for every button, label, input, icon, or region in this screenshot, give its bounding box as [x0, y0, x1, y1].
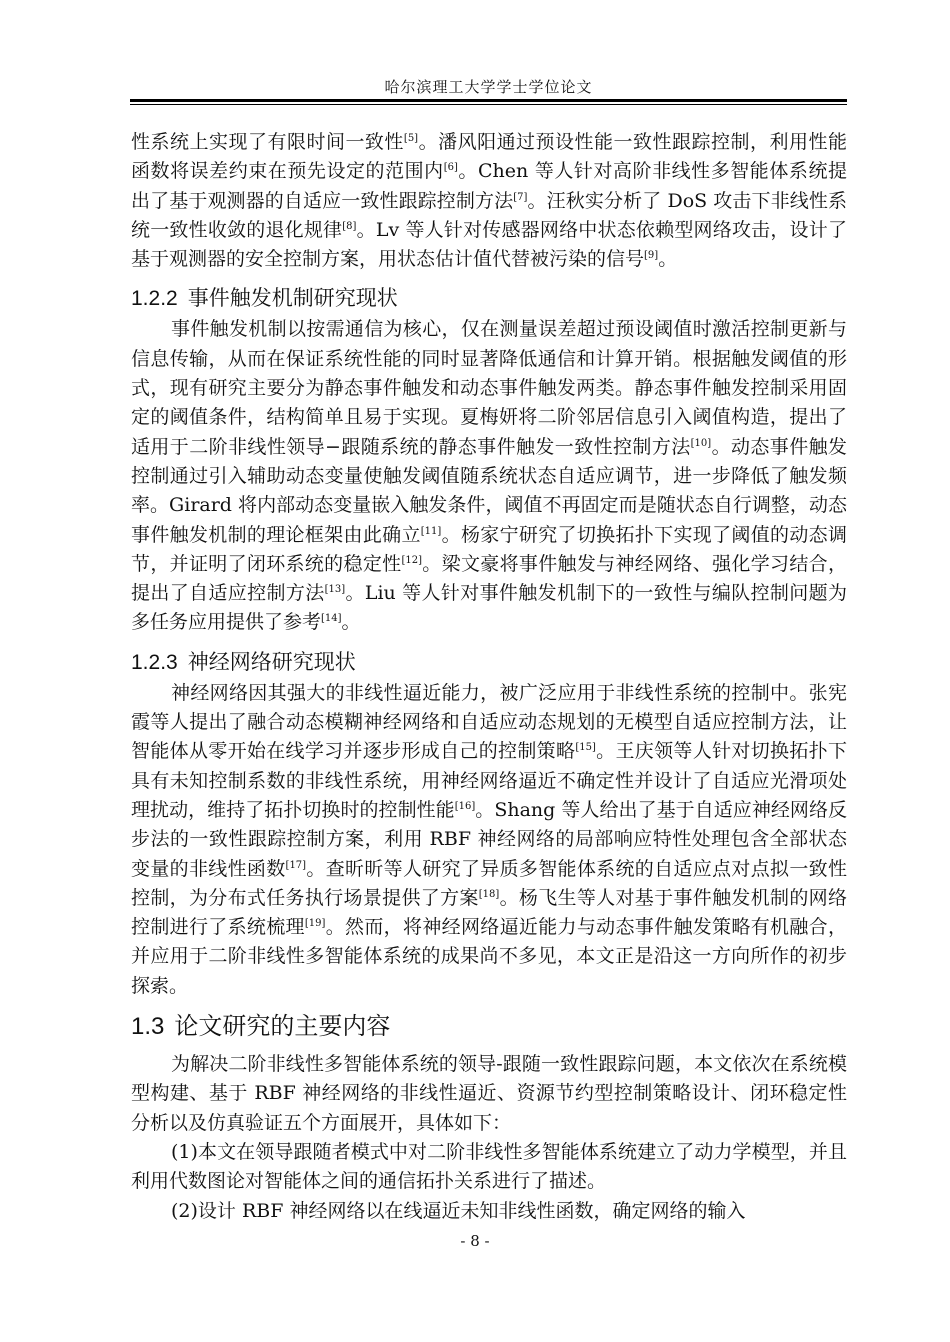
page-body	[131, 128, 847, 1226]
citation-17: [17]	[285, 859, 307, 871]
section-number: 1.3	[131, 1013, 165, 1041]
citation-19: [19]	[304, 918, 326, 930]
citation-15: [15]	[575, 742, 596, 754]
main-content-item-2: (2)设计 RBF 神经网络以在线逼近未知非线性函数，确定网络的输入	[171, 1199, 746, 1222]
citation-9: [9]	[644, 250, 659, 262]
running-header: 哈尔滨理工大学学士学位论文	[384, 78, 593, 96]
section-heading-1-2-3	[131, 648, 847, 677]
citation-5: [5]	[403, 133, 419, 144]
page-number: - 8 -	[460, 1232, 490, 1250]
section-title: 神经网络研究现状	[187, 649, 356, 674]
section-title: 事件触发机制研究现状	[187, 286, 398, 311]
citation-6: [6]	[443, 162, 458, 174]
header-rule-thin	[130, 104, 847, 105]
event-trigger-paragraph: 事件触发机制以按需通信为核心，仅在测量误差超过预设阈值时激活控制更新与信息传输，从而在保证系统性能的同时显著降低通信和计算开销。根据触发阈值的形式，现有研究主要分为静态事件触发和动态事件触发两类。静态事件触发控制采用固定的阈值条件，结构简单且易于实现。夏梅妍将二阶邻居信息引入阈值构造，提出了适用于二阶非线性领导−跟随系统的静态事件触发一致性控制方法[10]。动态事件触发控制通过引入辅助动态变量使触发阈值随系统状态自适应调节，进一步降低了触发频率。Girard 将内部动态变量嵌入触发条件，阈值不再固定而是随状态自行调整，动态事件触发机制的理论框架由此确立[11]。杨家宁研究了切换拓扑下实现了阈值的动态调节，并证明了闭环系统的稳定性[12]。梁文豪将事件触发与神经网络、强化学习结合，提出了自适应控制方法[13]。Liu 等人针对事件触发机制下的一致性与编队控制问题为多任务应用提供了参考[14]。	[131, 318, 847, 634]
citation-10: [10]	[690, 437, 712, 449]
main-content-item-1: (1)本文在领导跟随者模式中对二阶非线性多智能体系统建立了动力学模型，并且利用代数图论对智能体之间的通信拓扑关系进行了描述。	[131, 1140, 847, 1193]
citation-12: [12]	[401, 554, 422, 566]
section-heading-1-2-2	[131, 284, 847, 313]
citation-8: [8]	[342, 220, 357, 232]
citation-13: [13]	[324, 584, 346, 596]
intro-paragraph: 性系统上实现了有限时间一致性[5]。潘风阳通过预设性能一致性跟踪控制，利用性能函数将误差约束在预先设定的范围内[6]。Chen 等人针对高阶非线性多智能体系统提出了基于观测器的自适应一致性跟踪控制方法[7]。汪秋实分析了 DoS 攻击下非线性系统一致性收敛的退化规律[8]。Lv 等人针对传感器网络中状态依赖型网络攻击，设计了基于观测器的安全控制方案，用状态估计值代替被污染的信号[9]。	[131, 131, 847, 271]
section-heading-1-3	[131, 1011, 847, 1042]
citation-16: [16]	[454, 800, 476, 812]
citation-7: [7]	[513, 191, 528, 203]
neural-network-paragraph: 神经网络因其强大的非线性逼近能力，被广泛应用于非线性系统的控制中。张宪霞等人提出了融合动态模糊神经网络和自适应动态规划的无模型自适应控制方法，让智能体从零开始在线学习并逐步形成自己的控制策略[15]。王庆领等人针对切换拓扑下具有未知控制系数的非线性系统，用神经网络逼近不确定性并设计了自适应光滑项处理扰动，维持了拓扑切换时的控制性能[16]。Shang 等人给出了基于自适应神经网络反步法的一致性跟踪控制方案，利用 RBF 神经网络的局部响应特性处理包含全部状态变量的非线性函数[17]。查昕昕等人研究了异质多智能体系统的自适应点对点拟一致性控制，为分布式任务执行场景提供了方案[18]。杨飞生等人对基于事件触发机制的网络控制进行了系统梳理[19]。然而，将神经网络逼近能力与动态事件触发策略有机融合，并应用于二阶非线性多智能体系统的成果尚不多见，本文正是沿这一方向所作的初步探索。	[131, 681, 847, 997]
section-number: 1.2.2	[131, 287, 178, 311]
section-number: 1.2.3	[131, 650, 178, 674]
citation-18: [18]	[478, 888, 500, 900]
citation-14: [14]	[321, 613, 342, 625]
header-rule-thick	[130, 99, 847, 102]
citation-11: [11]	[420, 525, 442, 537]
section-title: 论文研究的主要内容	[174, 1012, 391, 1041]
main-content-intro-paragraph: 为解决二阶非线性多智能体系统的领导-跟随一致性跟踪问题，本文依次在系统模型构建、基于 RBF 神经网络的非线性逼近、资源节约型控制策略设计、闭环稳定性分析以及仿真验证五个方面展开，具体如下：	[131, 1053, 847, 1134]
